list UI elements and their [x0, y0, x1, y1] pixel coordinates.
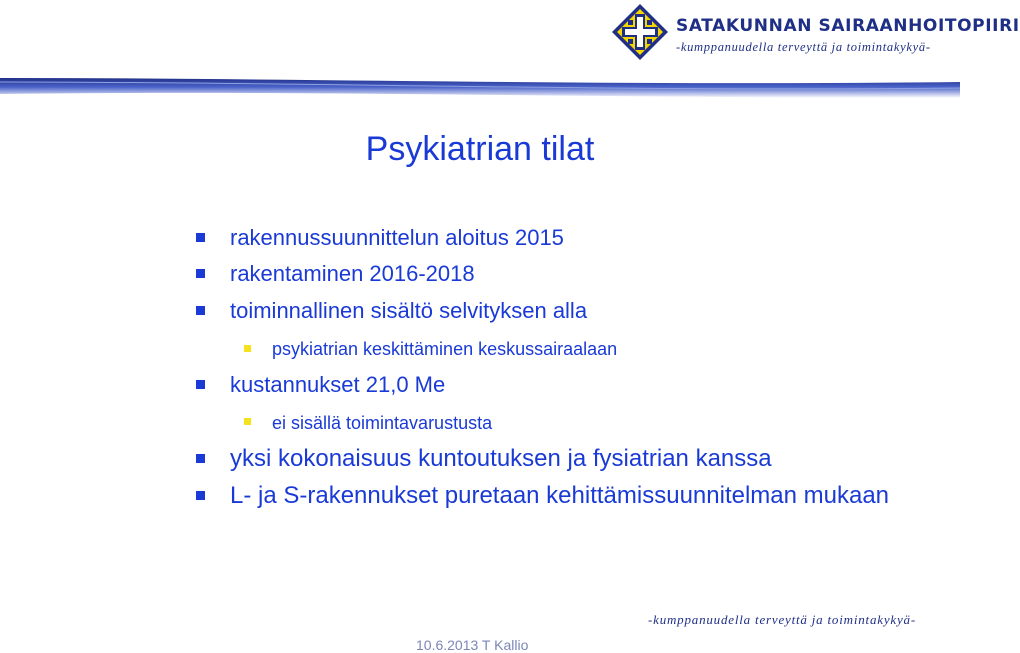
- bullet-marker-icon: [196, 380, 205, 389]
- bullet-item: rakennussuunnittelun aloitus 2015: [230, 225, 564, 250]
- bullet-marker-icon: [196, 233, 205, 242]
- sub-bullet-item: psykiatrian keskittäminen keskussairaalaan: [272, 339, 618, 359]
- footer-date-author: 10.6.2013 T Kallio: [416, 637, 529, 653]
- sub-bullet-marker-icon: [244, 345, 251, 352]
- sub-bullet-marker-icon: [244, 418, 251, 425]
- bullet-marker-icon: [196, 491, 205, 500]
- bullet-item: yksi kokonaisuus kuntoutuksen ja fysiatrian kanssa: [230, 445, 772, 472]
- bullet-marker-icon: [196, 269, 205, 278]
- bullet-item: toiminnallinen sisältö selvityksen alla: [230, 298, 588, 323]
- bullet-item: L- ja S-rakennukset puretaan kehittämissuunnitelman mukaan: [230, 482, 890, 509]
- cross-logo-icon: [612, 4, 668, 60]
- header-band: [0, 76, 960, 98]
- slide-title: Psykiatrian tilat: [365, 130, 595, 168]
- bullet-marker-icon: [196, 454, 205, 463]
- footer-tagline: -kumppanuudella terveyttä ja toimintakykyä-: [648, 612, 916, 627]
- organization-name: SATAKUNNAN SAIRAANHOITOPIIRI: [676, 16, 1020, 36]
- slide-header: [0, 0, 1020, 100]
- organization-tagline: -kumppanuudella terveyttä ja toimintakykyä-: [676, 40, 931, 54]
- sub-bullet-item: ei sisällä toimintavarustusta: [272, 413, 493, 433]
- bullet-marker-icon: [196, 306, 205, 315]
- bullet-item: rakentaminen 2016-2018: [230, 261, 475, 286]
- bullet-item: kustannukset 21,0 Me: [230, 372, 446, 397]
